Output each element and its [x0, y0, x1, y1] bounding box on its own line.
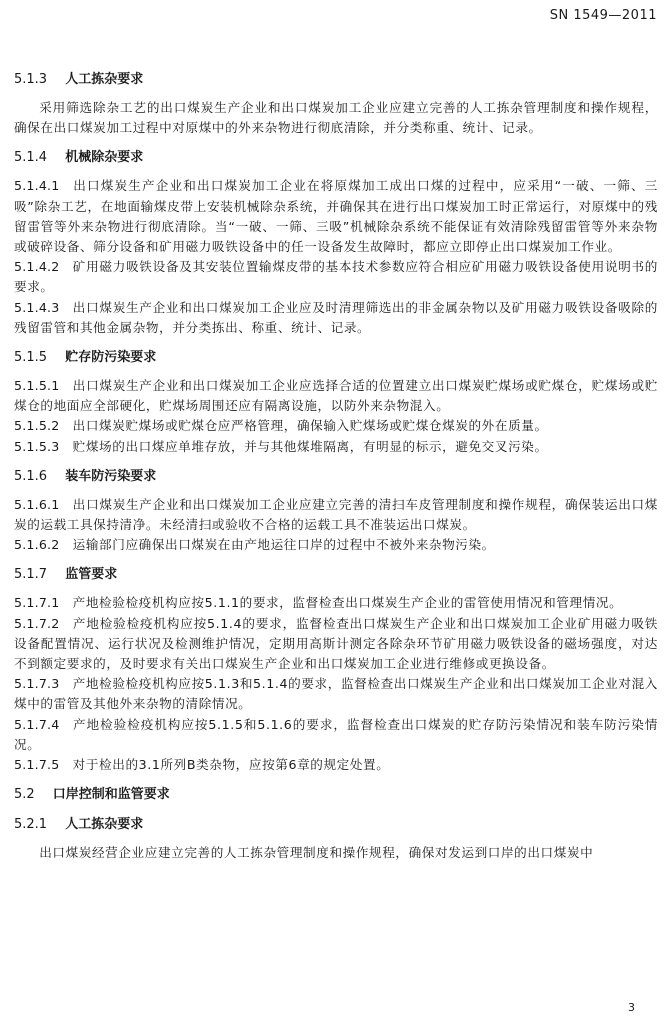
section-title: 人工拣杂要求: [65, 72, 144, 87]
section-number: 5.2: [14, 787, 35, 803]
clause-number: 5.1.4.1: [14, 178, 60, 194]
clause-text: 产地检验检疫机构应按5.1.5和5.1.6的要求，监督检查出口煤炭的贮存防污染情况和装车防污染情况。: [14, 716, 658, 752]
section-title: 口岸控制和监管要求: [52, 787, 170, 803]
section-title: 装车防污染要求: [65, 468, 157, 484]
section-heading: [14, 785, 658, 805]
clause-number: 5.1.7.5: [14, 757, 60, 773]
clause-paragraph: [14, 376, 658, 416]
clause-text: 产地检验检疫机构应按5.1.1的要求，监督检查出口煤炭生产企业的雷管使用情况和管理情况。: [72, 595, 623, 611]
clause-number: 5.1.5.1: [14, 378, 60, 394]
clause-text: 贮煤场的出口煤应单堆存放，并与其他煤堆隔离，有明显的标示，避免交叉污染。: [72, 438, 548, 454]
clause-text: 产地检验检疫机构应按5.1.4的要求，监督检查出口煤炭生产企业和出口煤炭加工企业矿用磁力吸铁设备配置情况、运行状况及检测维护情况，定期用高斯计测定各除杂环节矿用磁力吸铁设备的磁场强度，对达不到额定要求的，及时要求有关出口煤炭生产企业和出口煤炭加工企业进行维修或更换设备。: [14, 615, 658, 672]
clause-number: 5.1.5.3: [14, 438, 60, 454]
page-number: 3: [628, 1001, 635, 1014]
clause-number: 5.1.7.3: [14, 676, 60, 692]
section-number: 5.1.5: [14, 350, 48, 366]
clause-number: 5.1.7.4: [14, 716, 60, 732]
section-heading: [14, 70, 658, 90]
clause-number: 5.1.6.1: [14, 496, 60, 512]
clause-paragraph: [14, 98, 658, 138]
document-code-header: SN 1549—2011: [549, 8, 657, 23]
section-number: 5.1.6: [14, 468, 48, 484]
clause-text: 出口煤炭经营企业应建立完善的人工拣杂管理制度和操作规程，确保对发运到口岸的出口煤炭中: [39, 845, 594, 861]
clause-paragraph: [14, 176, 658, 257]
clause-paragraph: [14, 437, 658, 457]
clause-number: 5.1.7.2: [14, 615, 60, 631]
clause-paragraph: [14, 495, 658, 535]
clause-paragraph: [14, 715, 658, 755]
clause-paragraph: [14, 257, 658, 297]
clause-paragraph: [14, 593, 658, 613]
clause-paragraph: [14, 674, 658, 714]
clause-text: 对于检出的3.1所列B类杂物，应按第6章的规定处置。: [72, 757, 390, 773]
section-heading: [14, 815, 658, 835]
section-title: 监管要求: [65, 567, 118, 583]
section-heading: [14, 467, 658, 487]
section-number: 5.1.7: [14, 567, 48, 583]
clause-text: 出口煤炭生产企业和出口煤炭加工企业应及时清理筛选出的非金属杂物以及矿用磁力吸铁设备吸除的残留雷管和其他金属杂物，并分类拣出、称重、统计、记录。: [14, 299, 658, 335]
clause-number: 5.1.5.2: [14, 418, 60, 434]
section-heading: [14, 148, 658, 168]
section-heading: [14, 565, 658, 585]
document-body: [14, 60, 658, 863]
clause-paragraph: [14, 535, 658, 555]
section-number: 5.1.3: [14, 72, 48, 87]
section-title: 人工拣杂要求: [65, 817, 144, 833]
clause-text: 出口煤炭生产企业和出口煤炭加工企业应选择合适的位置建立出口煤炭贮煤场或贮煤仓，贮煤场或贮煤仓的地面应全部硬化，贮煤场周围还应有隔离设施，以防外来杂物混入。: [14, 378, 658, 414]
clause-text: 矿用磁力吸铁设备及其安装位置输煤皮带的基本技术参数应符合相应矿用磁力吸铁设备使用说明书的要求。: [14, 259, 658, 295]
clause-text: 产地检验检疫机构应按5.1.3和5.1.4的要求，监督检查出口煤炭生产企业和出口煤炭加工企业对混入煤中的雷管及其他外来杂物的清除情况。: [14, 676, 658, 712]
clause-paragraph: [14, 416, 658, 436]
section-number: 5.1.4: [14, 150, 48, 166]
section-title: 机械除杂要求: [65, 150, 144, 166]
clause-paragraph: [14, 755, 658, 775]
clause-paragraph: [14, 298, 658, 338]
clause-text: 出口煤炭贮煤场或贮煤仓应严格管理，确保输入贮煤场或贮煤仓煤炭的外在质量。: [72, 418, 548, 434]
clause-text: 采用筛选除杂工艺的出口煤炭生产企业和出口煤炭加工企业应建立完善的人工拣杂管理制度和操作规程，确保在出口煤炭加工过程中对原煤中的外来杂物进行彻底清除，并分类称重、统计、记录。: [14, 100, 658, 136]
section-title: 贮存防污染要求: [65, 350, 157, 366]
clause-paragraph: [14, 843, 658, 863]
clause-number: 5.1.4.2: [14, 259, 60, 275]
clause-number: 5.1.7.1: [14, 595, 60, 611]
section-number: 5.2.1: [14, 817, 48, 833]
clause-text: 运输部门应确保出口煤炭在由产地运往口岸的过程中不被外来杂物污染。: [72, 537, 495, 553]
clause-text: 出口煤炭生产企业和出口煤炭加工企业应建立完善的清扫车皮管理制度和操作规程，确保装运出口煤炭的运载工具保持清净。未经清扫或验收不合格的运载工具不准装运出口煤炭。: [14, 496, 658, 533]
clause-text: 出口煤炭生产企业和出口煤炭加工企业在将原煤加工成出口煤的过程中，应采用“一破、一筛、三吸”除杂工艺，在地面输煤皮带上安装机械除杂系统，并确保其在进行出口煤炭加工时正常运行，对原煤中的残留雷管等外来杂物进行彻底清除。当“一破、一筛、三吸”机械除杂系统不能保证有效清除残留雷管等外来杂物或破碎设备、筛分设备和矿用磁力吸铁设备中的任一设备发生故障时，都应立即停止出口煤炭加工作业。: [14, 178, 658, 255]
section-heading: [14, 348, 658, 368]
clause-number: 5.1.6.2: [14, 537, 60, 553]
clause-paragraph: [14, 614, 658, 675]
clause-number: 5.1.4.3: [14, 299, 60, 315]
